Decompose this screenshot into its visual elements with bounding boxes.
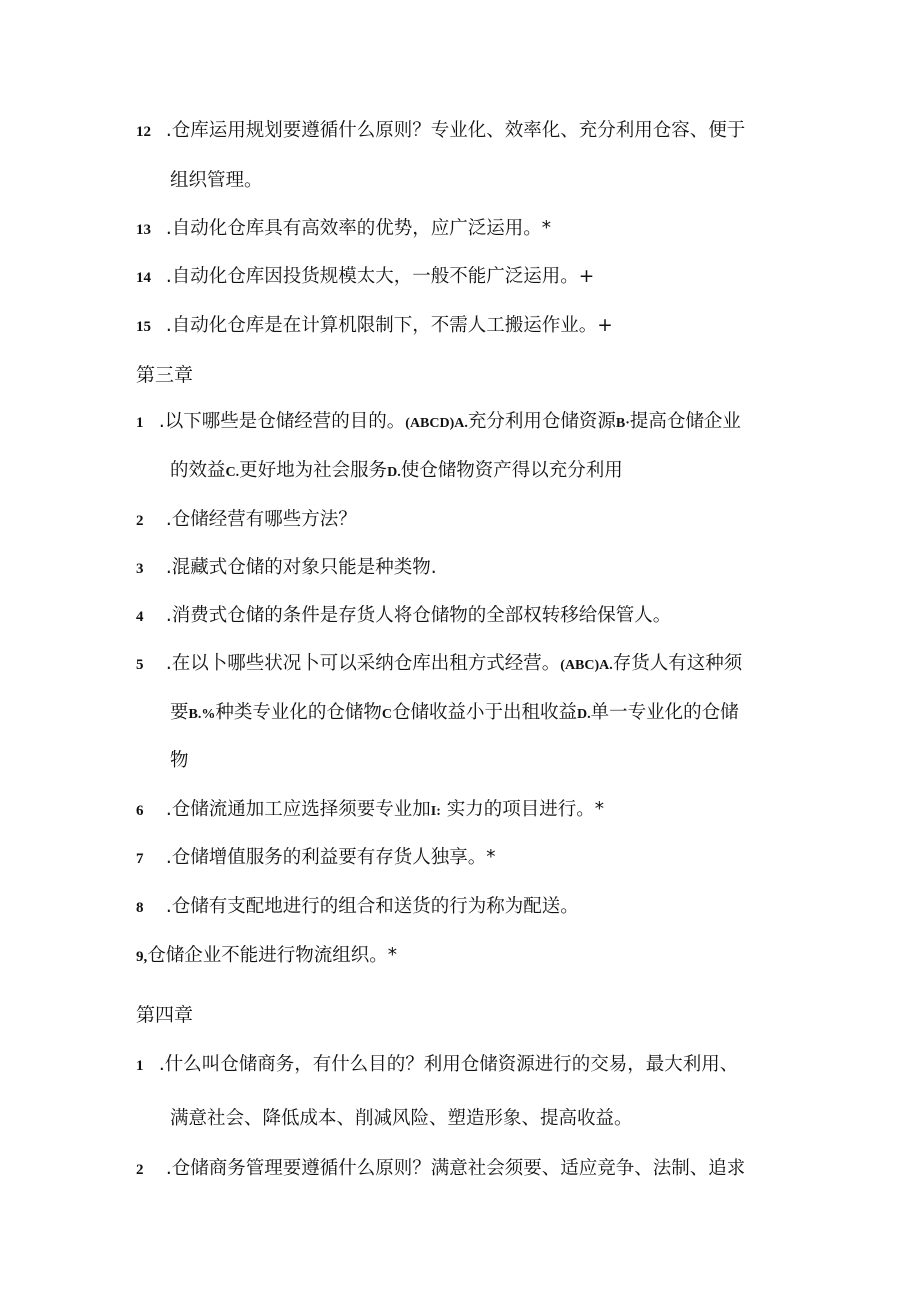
item-text: .仓储有支配地进行的组合和送货的行为称为配送。 (165, 896, 579, 917)
option-text: 物 (170, 750, 189, 771)
item-number: 12 (136, 124, 151, 140)
item-number: 1 (136, 1058, 144, 1074)
ch4-item-1 (136, 1052, 738, 1079)
item-number: 8 (136, 900, 144, 916)
option-marker: D. (577, 707, 591, 722)
item-text: .消费式仓储的条件是存货人将仓储物的全部权转移给保管人。 (165, 605, 672, 626)
option-text: 的效益 (170, 460, 226, 481)
option-text: 种类专业化的仓储物 (215, 702, 382, 723)
ch3-item-2 (136, 507, 357, 534)
item-text: .混藏式仓储的对象只能是种类物. (165, 557, 437, 578)
option-text: 提高仓储企业 (629, 411, 741, 432)
ch3-item-9 (136, 943, 397, 970)
ch3-item-4 (136, 603, 671, 630)
item-text: .自动化仓库具有高效率的优势，应广泛运用。* (165, 218, 552, 239)
item-text: 组织管理。 (170, 170, 263, 191)
item-text: .仓储增值服务的利益要有存货人独享。* (165, 847, 496, 868)
item-text: 仓储企业不能进行物流组织。* (147, 945, 398, 966)
option-text: 要 (170, 702, 189, 723)
item-text: .仓储流通加工应选择须要专业加 (165, 799, 431, 820)
item-text: .仓库运用规划要遵循什么原则？专业化、效率化、充分利用仓容、便于 (165, 120, 746, 141)
item-number: 15 (136, 319, 151, 335)
answer-marker: (ABCD)A. (405, 416, 468, 431)
item-number: 2 (136, 1162, 144, 1178)
item-number: 13 (136, 222, 151, 238)
item-text: .自动化仓库因投货规模太大，一般不能广泛运用。+ (165, 266, 595, 287)
ch2-item-12-continuation (170, 168, 263, 194)
item-text: 满意社会、降低成本、削减风险、塑造形象、提高收益。 (170, 1108, 633, 1129)
ch3-item-8 (136, 894, 579, 921)
chapter-4-title: 第四章 (136, 1004, 194, 1026)
item-number: 4 (136, 609, 144, 625)
option-marker: B· (615, 416, 630, 431)
ch4-item-1-continuation (170, 1106, 633, 1132)
item-text: .以下哪些是仓储经营的目的。 (158, 411, 406, 432)
ch3-item-5-continuation (170, 700, 739, 728)
item-number: 7 (136, 851, 144, 867)
ch4-item-2 (136, 1156, 745, 1183)
option-text: 充分利用仓储资源 (467, 411, 616, 432)
option-marker: C. (225, 465, 240, 480)
ch3-item-3 (136, 555, 437, 582)
option-text: 仓储收益小于出租收益 (392, 702, 578, 723)
item-number: 9, (136, 949, 148, 965)
ch3-item-6 (136, 797, 604, 825)
option-marker: C (381, 707, 392, 722)
ch3-item-7 (136, 845, 496, 872)
option-text: 更好地为社会服务 (239, 460, 388, 481)
item-text: 实力的项目进行。* (440, 799, 605, 820)
ch2-item-13 (136, 216, 551, 243)
ch3-item-1-continuation (170, 458, 623, 486)
ch2-item-15 (136, 313, 613, 340)
ch3-item-5 (136, 651, 742, 679)
ch2-item-12 (136, 118, 745, 145)
item-number: 5 (136, 657, 144, 673)
ch3-item-5-continuation-2 (170, 748, 189, 774)
item-number: 14 (136, 270, 151, 286)
option-text: 单一专业化的仓储 (590, 702, 739, 723)
option-text: 使仓储物资产得以充分利用 (400, 460, 623, 481)
option-marker: B.% (188, 707, 216, 722)
item-text: .什么叫仓储商务，有什么目的？利用仓储资源进行的交易，最大利用、 (158, 1054, 739, 1075)
item-text: .仓储经营有哪些方法？ (165, 509, 357, 530)
item-text: .仓储商务管理要遵循什么原则？满意社会须要、适应竞争、法制、追求 (165, 1158, 746, 1179)
item-number: 2 (136, 513, 144, 529)
option-text: 存货人有这种须 (612, 653, 743, 674)
item-number: 6 (136, 803, 144, 819)
ch3-item-1 (136, 409, 741, 437)
answer-marker: (ABC)A. (560, 658, 613, 673)
ch2-item-14 (136, 264, 594, 291)
item-text: .在以卜哪些状况卜可以采纳仓库出租方式经营。 (165, 653, 561, 674)
item-number: 1 (136, 415, 144, 431)
item-text: .自动化仓库是在计算机限制下，不需人工搬运作业。+ (165, 315, 613, 336)
chapter-3-title: 第三章 (136, 364, 194, 386)
item-number: 3 (136, 561, 144, 577)
option-marker: D. (387, 465, 401, 480)
ocr-artifact: I: (430, 804, 441, 819)
